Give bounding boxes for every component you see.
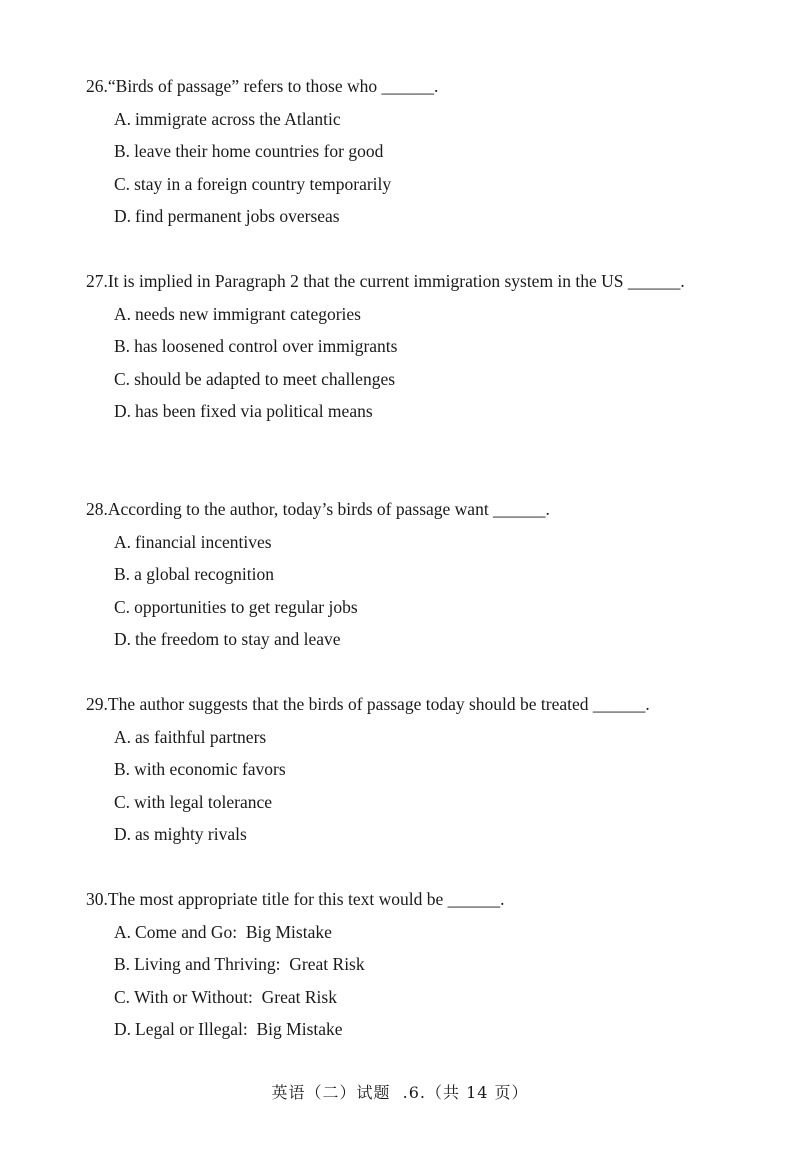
option-list: [86, 916, 718, 1046]
option-b: [114, 330, 718, 363]
option-letter: B.: [114, 141, 131, 162]
option-text: leave their home countries for good: [134, 141, 384, 162]
option-a: [114, 916, 718, 949]
option-text: opportunities to get regular jobs: [134, 596, 358, 617]
question-30: [86, 883, 718, 1046]
page-footer: 英语（二）试题 .6.（共 14 页）: [271, 1083, 529, 1102]
option-text: financial incentives: [135, 531, 272, 552]
option-letter: A.: [114, 921, 132, 942]
option-b: [114, 948, 718, 981]
option-list: [86, 103, 718, 233]
option-text: with economic favors: [134, 759, 286, 780]
option-text: should be adapted to meet challenges: [134, 368, 396, 389]
option-letter: B.: [114, 954, 131, 975]
option-list: [86, 721, 718, 851]
option-d: [114, 623, 718, 656]
option-text: With or Without: Great Risk: [134, 986, 337, 1007]
option-b: [114, 753, 718, 786]
question-number: 30.: [86, 889, 108, 909]
question-text: It is implied in Paragraph 2 that the current immigration system in the US ______.: [107, 271, 685, 291]
option-a: [114, 103, 718, 136]
question-stem: [86, 493, 718, 526]
option-text: Living and Thriving: Great Risk: [134, 954, 365, 975]
option-letter: A.: [114, 303, 132, 324]
option-d: [114, 818, 718, 851]
option-letter: D.: [114, 206, 132, 227]
option-letter: B.: [114, 336, 131, 357]
question-number: 29.: [86, 694, 108, 714]
question-number: 27.: [86, 271, 108, 291]
question-stem: [86, 70, 718, 103]
option-letter: D.: [114, 401, 132, 422]
option-letter: B.: [114, 759, 131, 780]
option-text: Legal or Illegal: Big Mistake: [135, 1019, 343, 1040]
question-number: 28.: [86, 499, 108, 519]
question-28: [86, 493, 718, 656]
option-a: [114, 298, 718, 331]
option-text: as mighty rivals: [135, 824, 247, 845]
question-number: 26.: [86, 76, 108, 96]
option-letter: C.: [114, 791, 131, 812]
option-text: find permanent jobs overseas: [135, 206, 340, 227]
option-text: immigrate across the Atlantic: [135, 108, 341, 129]
question-text: According to the author, today’s birds of passage want ______.: [107, 499, 550, 519]
option-a: [114, 721, 718, 754]
option-text: the freedom to stay and leave: [135, 629, 341, 650]
option-letter: B.: [114, 564, 131, 585]
question-stem: [86, 883, 718, 916]
option-c: [114, 591, 718, 624]
option-b: [114, 558, 718, 591]
option-letter: C.: [114, 173, 131, 194]
question-text: The most appropriate title for this text would be ______.: [107, 889, 505, 909]
option-text: a global recognition: [134, 564, 275, 585]
option-list: [86, 298, 718, 428]
option-text: needs new immigrant categories: [135, 303, 361, 324]
option-letter: A.: [114, 726, 132, 747]
option-c: [114, 168, 718, 201]
question-29: [86, 688, 718, 851]
option-letter: A.: [114, 531, 132, 552]
option-text: has loosened control over immigrants: [134, 336, 398, 357]
option-d: [114, 395, 718, 428]
option-letter: D.: [114, 824, 132, 845]
option-letter: D.: [114, 1019, 132, 1040]
option-letter: A.: [114, 108, 132, 129]
question-stem: [86, 265, 718, 298]
option-letter: D.: [114, 629, 132, 650]
option-text: has been fixed via political means: [135, 401, 373, 422]
option-c: [114, 786, 718, 819]
option-letter: C.: [114, 986, 131, 1007]
question-27: [86, 265, 718, 428]
option-a: [114, 526, 718, 559]
option-list: [86, 526, 718, 656]
option-b: [114, 135, 718, 168]
question-26: [86, 70, 718, 233]
option-text: stay in a foreign country temporarily: [134, 173, 392, 194]
option-d: [114, 1013, 718, 1046]
option-text: with legal tolerance: [134, 791, 273, 812]
option-text: Come and Go: Big Mistake: [135, 921, 332, 942]
option-c: [114, 363, 718, 396]
option-text: as faithful partners: [135, 726, 267, 747]
option-d: [114, 200, 718, 233]
question-text: “Birds of passage” refers to those who ______.: [107, 76, 439, 96]
question-stem: [86, 688, 718, 721]
question-text: The author suggests that the birds of passage today should be treated ______.: [107, 694, 650, 714]
option-c: [114, 981, 718, 1014]
option-letter: C.: [114, 368, 131, 389]
option-letter: C.: [114, 596, 131, 617]
